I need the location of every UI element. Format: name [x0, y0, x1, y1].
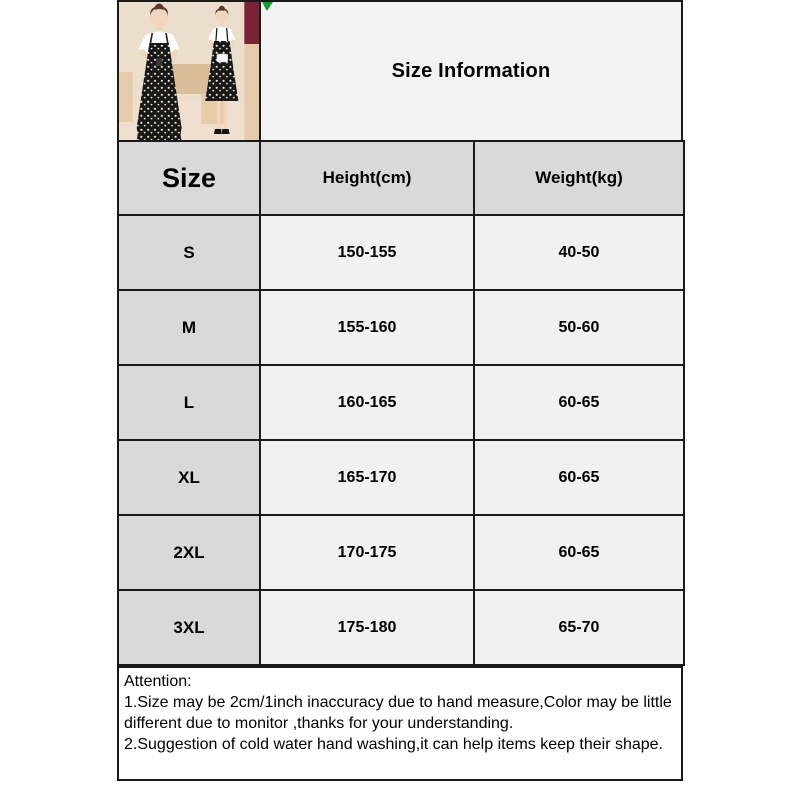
size-cell: 3XL — [118, 590, 260, 665]
height-cell: 160-165 — [260, 365, 474, 440]
height-cell: 170-175 — [260, 515, 474, 590]
size-cell: 2XL — [118, 515, 260, 590]
size-table — [117, 140, 685, 666]
table-row — [118, 290, 684, 365]
green-corner-triangle-icon — [262, 2, 273, 11]
size-cell: M — [118, 290, 260, 365]
weight-cell: 60-65 — [474, 440, 684, 515]
table-row — [118, 215, 684, 290]
product-photo — [119, 2, 261, 140]
weight-cell: 40-50 — [474, 215, 684, 290]
column-header-weight: Weight(kg) — [474, 141, 684, 215]
attention-title: Attention: — [124, 673, 192, 690]
column-header-size: Size — [118, 141, 260, 215]
weight-cell: 60-65 — [474, 515, 684, 590]
height-cell: 175-180 — [260, 590, 474, 665]
table-header-row — [118, 141, 684, 215]
weight-cell: 50-60 — [474, 290, 684, 365]
height-cell: 165-170 — [260, 440, 474, 515]
page-title: Size Information — [391, 59, 551, 82]
table-row — [118, 440, 684, 515]
table-row — [118, 590, 684, 665]
attention-note-1: 1.Size may be 2cm/1inch inaccuracy due to hand measure,Color may be little different due to monitor ,thanks for your understanding. — [124, 694, 672, 733]
top-row — [117, 0, 683, 140]
table-row — [118, 515, 684, 590]
weight-cell: 65-70 — [474, 590, 684, 665]
size-cell: L — [118, 365, 260, 440]
size-cell: XL — [118, 440, 260, 515]
attention-note — [117, 666, 683, 781]
height-cell: 155-160 — [260, 290, 474, 365]
attention-note-2: 2.Suggestion of cold water hand washing,it can help items keep their shape. — [124, 736, 663, 754]
size-cell: S — [118, 215, 260, 290]
weight-cell: 60-65 — [474, 365, 684, 440]
table-row — [118, 365, 684, 440]
height-cell: 150-155 — [260, 215, 474, 290]
size-information-header — [261, 2, 681, 140]
product-photo-illustration — [119, 2, 259, 140]
column-header-height: Height(cm) — [260, 141, 474, 215]
size-chart-sheet — [117, 0, 683, 781]
